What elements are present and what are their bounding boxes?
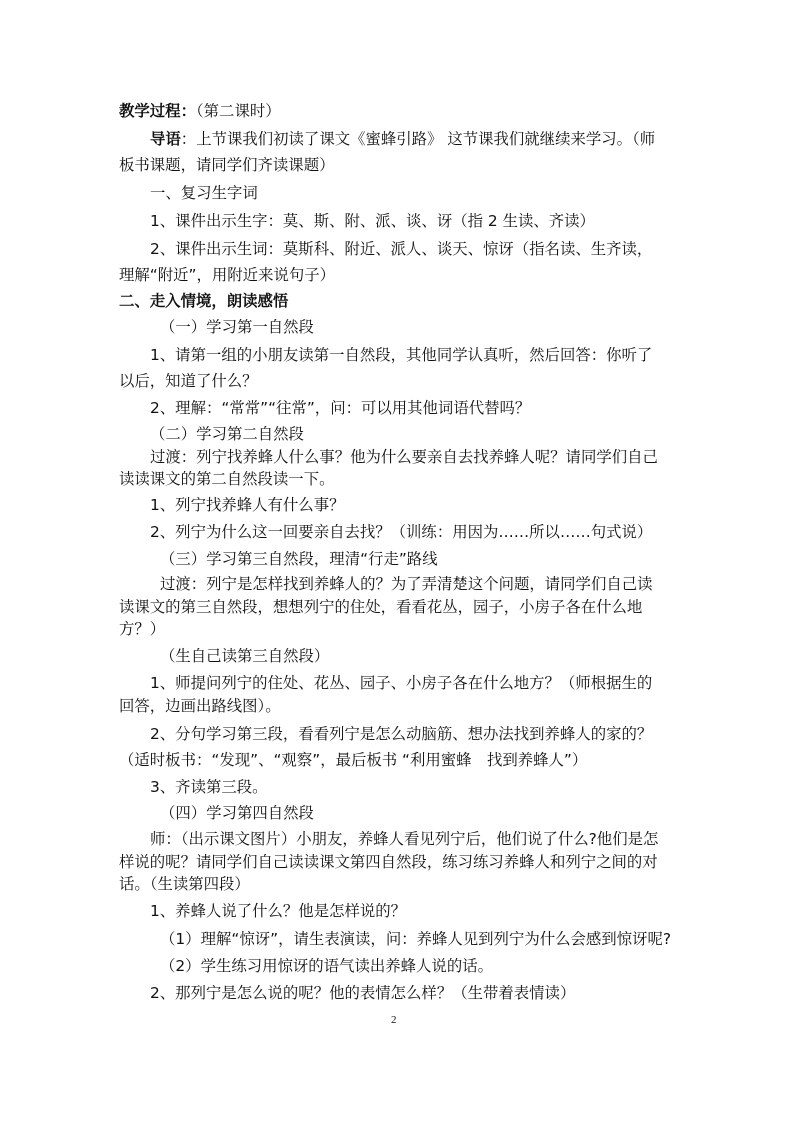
intro-line-1 [150, 129, 655, 149]
part-1-title: （一）学习第一自然段 [160, 318, 314, 336]
part-3-q1-line-1: 1、师提问列宁的住处、花丛、园子、小房子各在什么地方？（师根据生的 [150, 674, 653, 692]
part-1-q1-line-2: 以后，知道了什么？ [119, 372, 258, 390]
review-item-2-line-2: 理解“附近”，用附近来说句子） [119, 266, 336, 284]
part-4-q1-sub-2: （2）学生练习用惊讶的语气读出养蜂人说的话。 [160, 957, 493, 975]
part-4-teacher-line-3: 话。（生读第四段） [119, 875, 250, 893]
review-item-1: 1、课件出示生字：莫、斯、附、派、谈、讶（指 2 生读、齐读） [150, 212, 595, 230]
part-3-reading: （生自己读第三自然段） [160, 647, 330, 665]
part-4-title: （四）学习第四自然段 [160, 804, 314, 822]
part-1-q2: 2、理解：“常常”“往常”，问：可以用其他词语代替吗？ [150, 399, 531, 417]
part-3-q1-line-2: 回答，边画出路线图）。 [119, 697, 281, 715]
part-3-transition-line-2: 读课文的第三自然段，想想列宁的住处，看看花丛，园子，小房子各在什么地 [119, 598, 643, 616]
review-item-2-line-1: 2、课件出示生词：莫斯科、附近、派人、谈天、惊讶（指名读、生齐读， [150, 240, 653, 258]
part-4-teacher-line-1: 师：（出示课文图片）小朋友，养蜂人看见列宁后，他们说了什么?他们是怎 [150, 830, 659, 848]
section-2-title: 二、走入情境，朗读感悟 [119, 292, 289, 310]
part-2-transition-line-1: 过渡：列宁找养蜂人什么事？他为什么要亲自去找养蜂人呢？请同学们自己 [150, 448, 658, 466]
part-4-teacher-line-2: 样说的呢？请同学们自己读读课文第四自然段，练习练习养蜂人和列宁之间的对 [119, 853, 658, 871]
part-3-q2-line-2: （适时板书：“发现”、“观察”，最后板书 “利用蜜蜂 找到养蜂人”） [119, 751, 588, 769]
part-3-transition-line-1: 过渡：列宁是怎样找到养蜂人的？为了弄清楚这个问题，请同学们自己读 [160, 575, 653, 593]
part-3-transition-line-3: 方？） [119, 620, 166, 638]
part-2-q2: 2、列宁为什么这一回要亲自去找？（训练：用因为……所以……句式说） [150, 523, 653, 541]
part-4-q2: 2、那列宁是怎么说的呢？他的表情怎么样？（生带着表情读） [150, 984, 576, 1002]
part-2-q1: 1、列宁找养蜂人有什么事？ [150, 496, 345, 514]
heading-label: 教学过程： [119, 102, 196, 120]
part-2-transition-line-2: 读读课文的第二自然段读一下。 [119, 470, 335, 488]
heading-note: （第二课时） [195, 102, 281, 120]
part-1-q1-line-1: 1、请第一组的小朋友读第一自然段，其他同学认真听，然后回答：你听了 [150, 346, 653, 364]
review-title: 一、复习生字词 [150, 184, 258, 202]
part-4-q1: 1、养蜂人说了什么？他是怎样说的？ [150, 902, 407, 920]
part-3-q3: 3、齐读第三段。 [150, 778, 268, 796]
lesson-process-heading [119, 101, 281, 121]
intro-text-1: ：上节课我们初读了课文《蜜蜂引路》 这节课我们就继续来学习。（师 [180, 130, 656, 148]
intro-line-2: 板书课题，请同学们齐读课题） [119, 156, 335, 174]
intro-label: 导语 [150, 130, 181, 148]
part-3-title: （三）学习第三自然段，理清“行走”路线 [160, 550, 438, 568]
part-4-q1-sub-1: （1）理解“惊讶”，请生表演读，问：养蜂人见到列宁为什么会感到惊讶呢? [160, 930, 672, 948]
page-number: 2 [391, 1014, 397, 1026]
part-2-title: （二）学习第二自然段 [150, 425, 304, 443]
part-3-q2-line-1: 2、分句学习第三段，看看列宁是怎么动脑筋、想办法找到养蜂人的家的？ [150, 725, 653, 743]
